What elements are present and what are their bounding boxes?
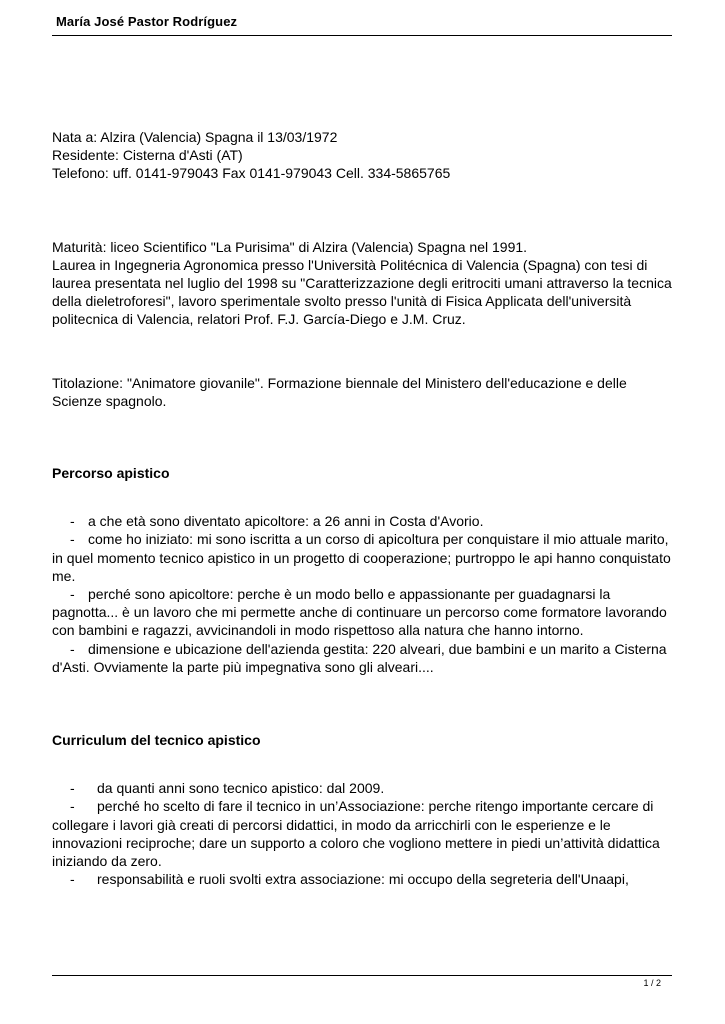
qualification-info: Titolazione: "Animatore giovanile". Formazione biennale del Ministero dell'educazione e delle Scienze spagnolo. bbox=[52, 374, 627, 409]
list-item: - dimensione e ubicazione dell'azienda gestita: 220 alveari, due bambini e un marito a Cisterna d'Asti. Ovviamente la parte più impegnativa sono gli alveari.... bbox=[52, 640, 667, 675]
page-number: 1 / 2 bbox=[643, 978, 661, 988]
list-item: - a che età sono diventato apicoltore: a 26 anni in Costa d'Avorio. bbox=[70, 513, 484, 530]
maturity-info: Maturità: liceo Scientifico "La Purisima" di Alzira (Valencia) Spagna nel 1991. bbox=[52, 238, 528, 255]
list-item: - responsabilità e ruoli svolti extra associazione: mi occupo della segreteria dell'Unaapi, bbox=[70, 871, 629, 888]
list-item: - perché sono apicoltore: perche è un modo bello e appassionante per guadagnarsi la pagnotta... è un lavoro che mi permette anche di continuare un percorso come formatore lavorando con bambini e ragazzi, avvicinandoli in modo rispettoso alla natura che hanno intorno. bbox=[52, 586, 667, 639]
header-divider bbox=[52, 35, 672, 36]
section-heading-percorso: Percorso apistico bbox=[52, 465, 170, 482]
list-item: - come ho iniziato: mi sono iscritta a un corso di apicoltura per conquistare il mio attuale marito, in quel momento tecnico apistico in un progetto di cooperazione; purtroppo le api hanno conquistato me. bbox=[52, 531, 671, 584]
list-item: - da quanti anni sono tecnico apistico: dal 2009. bbox=[70, 780, 385, 797]
birth-info: Nata a: Alzira (Valencia) Spagna il 13/03/1972 bbox=[52, 129, 338, 145]
residence-info: Residente: Cisterna d'Asti (AT) bbox=[52, 147, 243, 164]
list-item: - perché ho scelto di fare il tecnico in un’Associazione: perche ritengo importante cercare di collegare i lavori già creati di percorsi didattici, in modo da arricchirli con le esperienze e le innovazioni reciproche; dare un supporto a coloro che vogliono mettere in piedi un’attività didattica iniziando da zero. bbox=[52, 798, 660, 870]
header-author-name: María José Pastor Rodríguez bbox=[56, 14, 238, 29]
document-body bbox=[52, 128, 672, 888]
footer-divider bbox=[52, 975, 672, 976]
degree-info: Laurea in Ingegneria Agronomica presso l'Università Politécnica di Valencia (Spagna) con tesi di laurea presentata nel luglio del 1998 su "Caratterizzazione degli eritrociti umani attraverso la tecnica della dieletroforesi", lavoro sperimentale svolto presso l'unità di Fisica Applicata dell'università politecnica di Valencia, relatori Prof. F.J. García-Diego e J.M. Cruz. bbox=[52, 256, 672, 328]
section-heading-curriculum: Curriculum del tecnico apistico bbox=[52, 732, 261, 749]
phone-info: Telefono: uff. 0141-979043 Fax 0141-979043 Cell. 334-5865765 bbox=[52, 165, 451, 182]
